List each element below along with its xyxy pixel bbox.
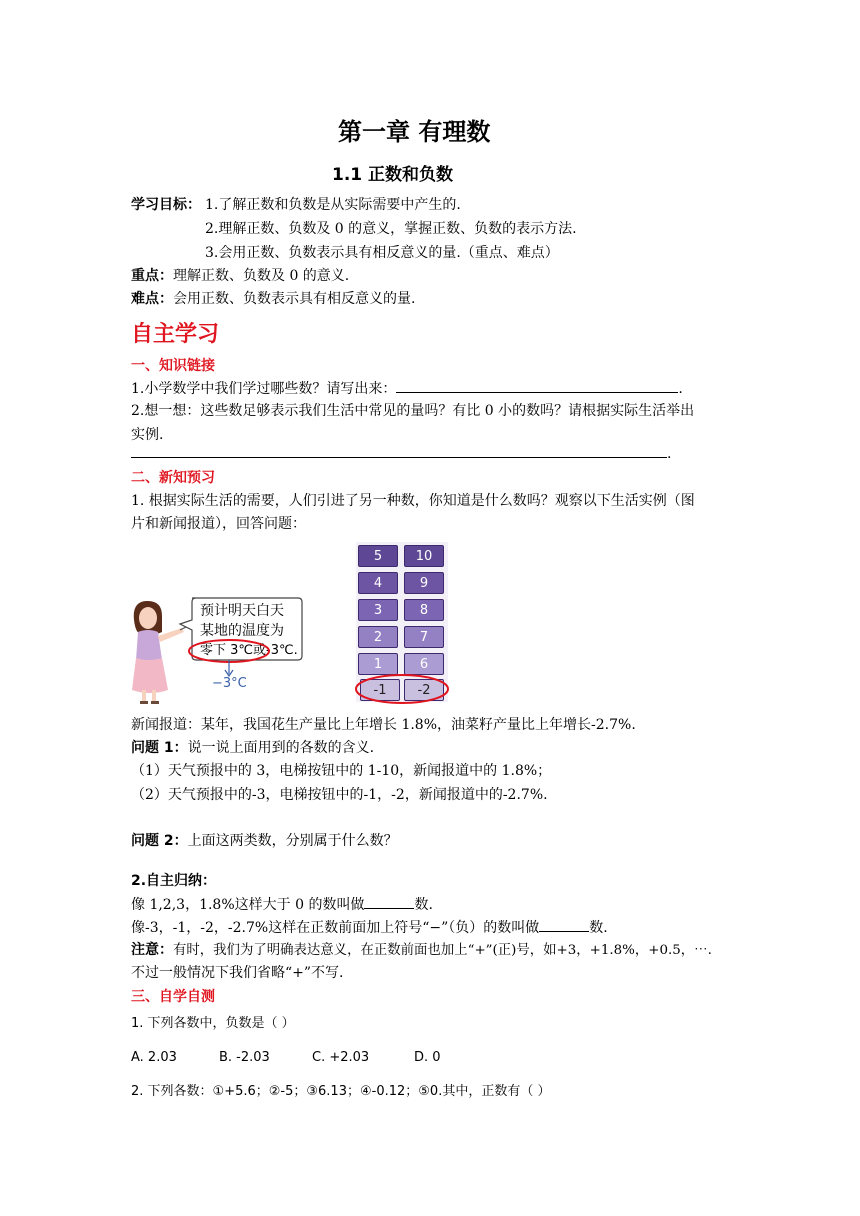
difficulty-label: 难点： <box>131 291 173 307</box>
speech-line-3: 零下 3℃或-3℃. <box>200 643 298 658</box>
question-1-part-b: （2）天气预报中的-3，电梯按钮中的-1，-2，新闻报道中的-2.7%. <box>131 787 548 803</box>
elevator-button-9[interactable]: 9 <box>404 572 444 594</box>
question-2 <box>131 831 398 851</box>
option-b[interactable]: B. -2.03 <box>219 1050 270 1065</box>
negative-buttons-highlight <box>354 672 450 706</box>
speech-line-2: 某地的温度为 <box>200 623 284 639</box>
goal-item-1: 1.了解正数和负数是从实际需要中产生的. <box>205 197 461 213</box>
goals-label: 学习目标： <box>131 197 201 213</box>
elevator-button-minus-2[interactable]: -2 <box>404 679 444 701</box>
elevator-button-10[interactable]: 10 <box>404 545 444 567</box>
knowledge-q2-blank[interactable] <box>131 443 667 458</box>
chapter-title: 第一章 有理数 <box>338 118 491 146</box>
elevator-button-5[interactable]: 5 <box>358 545 398 567</box>
preview-heading: 二、新知预习 <box>131 470 215 486</box>
knowledge-q1-period: . <box>678 381 683 397</box>
summary-negative-blank[interactable] <box>539 917 589 932</box>
summary-line-2-text: 像-3，-1，-2，-2.7%这样在正数前面加上符号“−”（负）的数叫做 <box>131 920 540 936</box>
knowledge-q1-blank[interactable] <box>396 378 678 393</box>
elevator-button-2[interactable]: 2 <box>358 626 398 648</box>
note-line-2: 不过一般情况下我们省略“+”不写. <box>131 965 344 981</box>
elevator-button-3[interactable]: 3 <box>358 599 398 621</box>
summary-line-2-end: 数. <box>589 920 608 936</box>
question-1-text: 说一说上面用到的各数的含义. <box>187 740 375 756</box>
question-2-text: 上面这两类数，分别属于什么数？ <box>187 833 398 849</box>
preview-intro-line1: 1. 根据实际生活的需要，人们引进了另一种数，你知道是什么数吗？观察以下生活实例（图 <box>131 493 695 509</box>
knowledge-q2-period: . <box>667 446 672 462</box>
note-text: 有时，我们为了明确表达意义，在正数前面也加上“+”(正)号，如+3，+1.8%，+0.5，⋯. <box>173 943 712 958</box>
note-label: 注意： <box>131 942 173 958</box>
option-c[interactable]: C. +2.03 <box>312 1050 370 1065</box>
preview-intro-line2: 片和新闻报道），回答问题： <box>131 516 306 532</box>
option-a[interactable]: A. 2.03 <box>131 1050 177 1065</box>
knowledge-q1 <box>131 378 683 399</box>
elevator-button-6[interactable]: 6 <box>404 653 444 675</box>
question-1 <box>131 738 374 758</box>
elevator-button-1[interactable]: 1 <box>358 653 398 675</box>
difficulty-point <box>131 289 415 309</box>
summary-line-2 <box>131 917 608 938</box>
arrow-label: −3°C <box>212 676 247 691</box>
key-label: 重点： <box>131 268 173 284</box>
news-report: 新闻报道：某年，我国花生产量比上年增长 1.8%，油菜籽产量比上年增长-2.7%. <box>131 717 636 733</box>
elevator-button-4[interactable]: 4 <box>358 572 398 594</box>
question-1-part-a: （1）天气预报中的 3，电梯按钮中的 1-10，新闻报道中的 1.8%； <box>131 763 552 779</box>
elevator-button-minus-1[interactable]: -1 <box>360 679 400 701</box>
summary-line-1-end: 数. <box>414 897 433 913</box>
goal-item-3: 3.会用正数、负数表示具有相反意义的量.（重点、难点） <box>205 245 559 261</box>
question-2-label: 问题 2： <box>131 833 188 849</box>
summary-line-1 <box>131 894 433 915</box>
summary-line-1-text: 像 1,2,3，1.8%这样大于 0 的数叫做 <box>131 897 365 913</box>
question-1-label: 问题 1： <box>131 740 188 756</box>
elevator-button-8[interactable]: 8 <box>404 599 444 621</box>
self-study-heading: 自主学习 <box>131 322 220 347</box>
difficulty-text: 会用正数、负数表示具有相反意义的量. <box>173 291 416 307</box>
goal-item-2: 2.理解正数、负数及 0 的意义，掌握正数、负数的表示方法. <box>205 221 577 237</box>
self-test-q2: 2. 下列各数：①+5.6；②-5；③6.13；④-0.12；⑤0.其中，正数有（ ） <box>131 1084 551 1099</box>
knowledge-q2-line1: 2.想一想：这些数足够表示我们生活中常见的量吗？有比 0 小的数吗？请根据实际生活举出 <box>131 403 695 419</box>
knowledge-q1-text: 1.小学数学中我们学过哪些数？请写出来： <box>131 381 397 397</box>
self-test-q1: 1. 下列各数中，负数是（ ） <box>131 1016 295 1031</box>
option-d[interactable]: D. 0 <box>414 1050 441 1065</box>
summary-label: 2.自主归纳： <box>131 873 217 889</box>
knowledge-q2-answer <box>131 443 671 464</box>
note-line-1 <box>131 940 712 961</box>
key-point <box>131 266 349 286</box>
knowledge-link-heading: 一、知识链接 <box>131 358 215 374</box>
self-test-heading: 三、自学自测 <box>131 989 215 1005</box>
key-text: 理解正数、负数及 0 的意义. <box>173 268 350 284</box>
section-title: 1.1 正数和负数 <box>332 165 454 185</box>
elevator-button-7[interactable]: 7 <box>404 626 444 648</box>
speech-line-1: 预计明天白天 <box>200 603 284 619</box>
knowledge-q2-line2: 实例. <box>131 427 164 443</box>
summary-positive-blank[interactable] <box>364 894 414 909</box>
